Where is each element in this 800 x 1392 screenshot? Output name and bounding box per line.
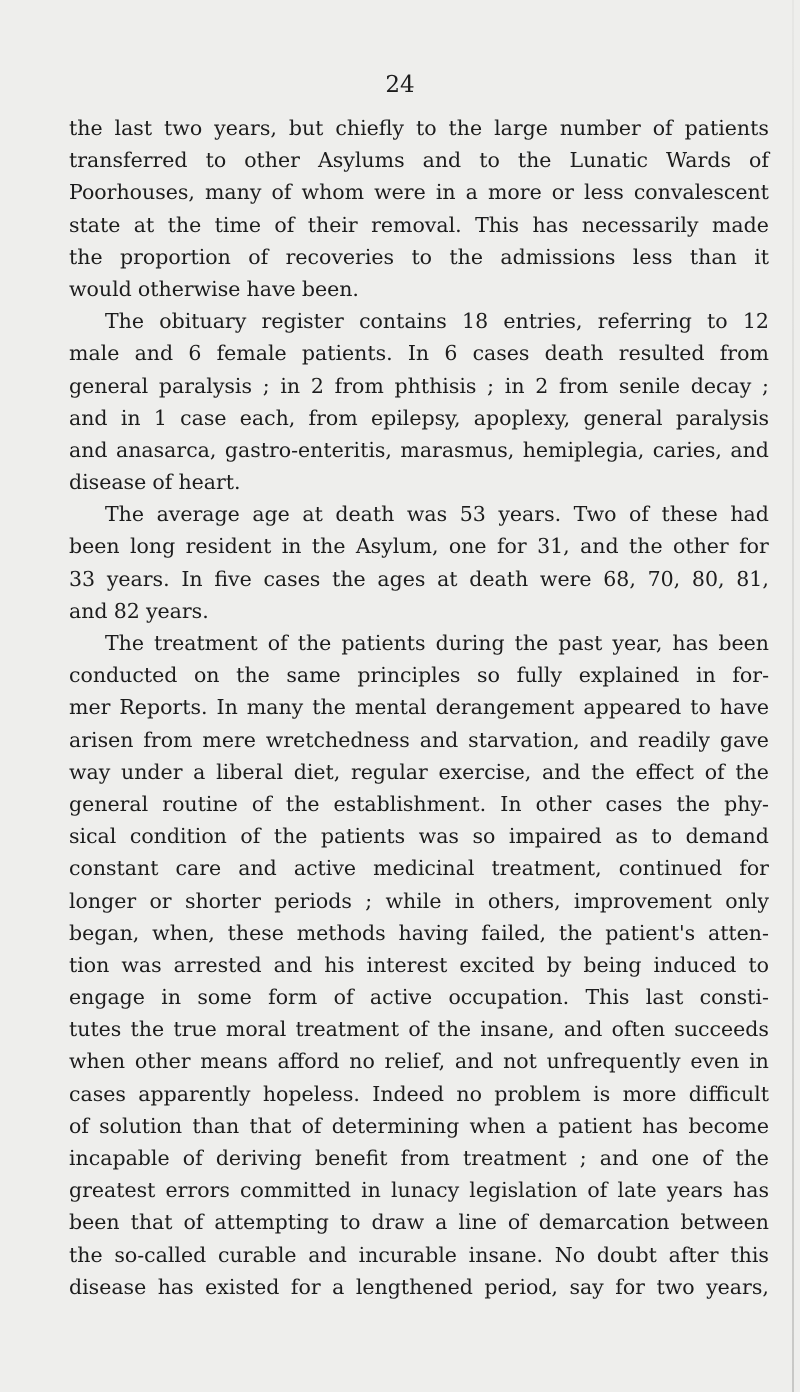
text-line: engage in some form of active occupation. This last consti- [69, 985, 769, 1010]
text-line: been that of attempting to draw a line of demarcation between [69, 1210, 769, 1235]
text-line: began, when, these methods having failed, the patient's atten- [69, 920, 769, 945]
text-line: and in 1 case each, from epilepsy, apoplexy, general paralysis [69, 405, 769, 430]
text-line: and 82 years. [69, 598, 209, 623]
page-edge [792, 0, 794, 1392]
text-line: way under a liberal diet, regular exercise, and the effect of the [69, 759, 769, 784]
text-line: when other means afford no relief, and not unfrequently even in [69, 1049, 769, 1074]
text-line: the so-called curable and incurable insane. No doubt after this [69, 1242, 769, 1267]
paragraph-start-line: The treatment of the patients during the past year, has been [105, 631, 769, 655]
text-line: greatest errors committed in lunacy legislation of late years has [69, 1178, 769, 1203]
text-line: state at the time of their removal. This has necessarily made [69, 212, 769, 237]
text-line: tion was arrested and his interest excited by being induced to [69, 952, 769, 977]
text-line: male and 6 female patients. In 6 cases death resulted from [69, 341, 769, 366]
text-line: longer or shorter periods ; while in others, improvement only [69, 888, 769, 913]
text-line: disease of heart. [69, 470, 241, 495]
text-line: 33 years. In five cases the ages at death were 68, 70, 80, 81, [69, 566, 769, 591]
text-line: and anasarca, gastro-enteritis, marasmus, hemiplegia, caries, and [69, 437, 769, 462]
text-line: conducted on the same principles so fully explained in for- [69, 663, 769, 688]
text-line: Poorhouses, many of whom were in a more or less convalescent [69, 180, 769, 205]
text-line: incapable of deriving benefit from treatment ; and one of the [69, 1146, 769, 1170]
text-line: transferred to other Asylums and to the Lunatic Wards of [69, 148, 769, 173]
text-line: the last two years, but chiefly to the large number of patients [69, 116, 769, 140]
page-number: 24 [385, 72, 415, 98]
text-line: the proportion of recoveries to the admissions less than it [69, 244, 769, 269]
text-line: general paralysis ; in 2 from phthisis ; in 2 from senile decay ; [69, 373, 769, 398]
body-text [69, 112, 769, 1303]
text-line: tutes the true moral treatment of the insane, and often succeeds [69, 1017, 769, 1042]
text-line: sical condition of the patients was so impaired as to demand [69, 824, 769, 849]
text-line: been long resident in the Asylum, one for 31, and the other for [69, 534, 769, 559]
text-line: arisen from mere wretchedness and starvation, and readily gave [69, 727, 769, 752]
text-line: disease has existed for a lengthened period, say for two years, [69, 1274, 769, 1299]
text-line: would otherwise have been. [69, 276, 359, 301]
paragraph-start-line: The obituary register contains 18 entries, referring to 12 [105, 309, 769, 334]
paragraph-start-line: The average age at death was 53 years. Two of these had [105, 502, 769, 527]
text-line: cases apparently hopeless. Indeed no problem is more difficult [69, 1081, 769, 1106]
text-line: constant care and active medicinal treatment, continued for [69, 856, 769, 881]
text-line: general routine of the establishment. In other cases the phy- [69, 791, 769, 816]
text-line: of solution than that of determining when a patient has become [69, 1113, 769, 1138]
text-line: mer Reports. In many the mental derangement appeared to have [69, 695, 769, 720]
